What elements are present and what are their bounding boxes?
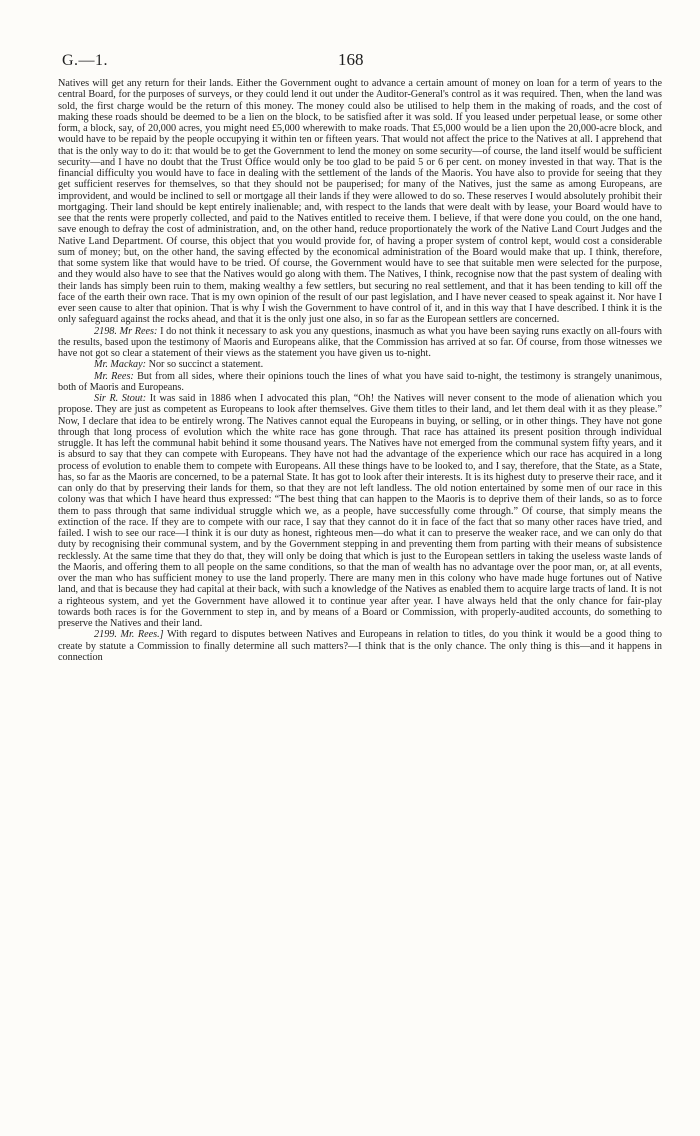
- paragraph-text: With regard to disputes between Natives and Europeans in relation to titles, do you think it would be a good thing to create by statute a Commission to finally determine all such matters?—I think that is the only chance. The only thing is this—and it happens in connection: [58, 629, 662, 663]
- paragraph-text: But from all sides, where their opinions touch the lines of what you have said to-night, the testimony is strangely unanimous, both of Maoris and Europeans.: [58, 370, 662, 393]
- page-header: [58, 52, 662, 78]
- speaker-label: Mr. Rees:: [94, 370, 134, 382]
- speaker-label: 2199. Mr. Rees.]: [94, 629, 164, 641]
- page-number: 168: [338, 50, 364, 69]
- speaker-label: Sir R. Stout:: [94, 393, 147, 404]
- paragraph: [58, 629, 662, 663]
- paragraph: [58, 78, 662, 326]
- paragraph-text: I do not think it necessary to ask you any questions, inasmuch as what you have been saying runs exactly on all-fours with the results, based upon the testimony of Maoris and Europeans alike, that the Commission has arrived at so far. Of course, from those witnesses we have not got so clear a statement of their views as the statement you have given us to-night.: [58, 325, 662, 359]
- document-reference: G.—1.: [62, 52, 109, 69]
- paragraph: [58, 393, 662, 629]
- paragraph: [58, 371, 662, 394]
- body-text: [58, 78, 662, 663]
- paragraph: [58, 326, 662, 360]
- paragraph-text: Nor so succinct a statement.: [148, 359, 264, 371]
- speaker-label: 2198. Mr Rees:: [94, 325, 158, 337]
- paragraph-text: It was said in 1886 when I advocated this plan, “Oh! the Natives will never consent to the mode of alienation which you propose. They are just as competent as Europeans to look after themselves. Give them titles to their land, and let them deal with it as they please.” Now, I declare that idea to be entirely wrong. The Natives cannot equal the Europeans in buying, or selling, or in other things. They have not gone through that long process of evolution which the white race has gone through. That race has attained its present position through individual struggle. It has left the communal habit behind it some thousand years. The Natives have not emerged from the communal system fifty years, and it is absurd to say that they can compete with Europeans. They have not had the advantage of the experience which our race has acquired in a long process of evolution to enable them to compete with Europeans. All these things have to be looked to, and I say, therefore, that the State, as a State, has, so far as the Maoris are concerned, to be a paternal State. It has got to look after their interests. It is its highest duty to preserve their race, and it can only do that by preserving their lands for them, so that they are not left landless. The old notion entertained by some men of our race in this colony was that which I have heard thus expressed: “The best thing that can happen to the Maoris is to deprive them of their lands, so as to force them to pass through that same individual struggle which we, as a people, have successfully come through.” Of course, that simply means the extinction of the race. If they are to compete with our race, I say that they cannot do it in face of the fact that so many other races have tried, and failed. I wish to see our race—I think it is our duty as honest, righteous men—do what it can to preserve the weaker race, and we can only do that duty by recognising their communal system, and by the Government stepping in and preventing them from parting with their means of subsistence recklessly. At the same time that they do that, they will only be doing that which is just to the European settlers in taking the useless waste lands of the Maoris, and offering them to all people on the same conditions, so that the man of wealth has no advantage over the poor man, or, at all events, over the man who has sufficient money to use the land properly. There are many men in this colony who have made huge fortunes out of Native land, and that is because they had capital at their back, with such a knowledge of the Natives as enabled them to acquire large tracts of land. It is not a righteous system, and yet the Government have allowed it to continue year after year. I have always held that the only chance for fair-play towards both races is for the Government to step in, and by means of a Board or Commission, with properly-audited accounts, do something to preserve the Natives and their land.: [58, 393, 662, 629]
- paragraph: [58, 359, 662, 370]
- paragraph-text: Natives will get any return for their lands. Either the Government ought to advance a certain amount of money on loan for a term of years to the central Board, for the purposes of surveys, or they could lend it out under the Auditor-General's control as it was required. Then, when the land was sold, the first charge would be the return of this money. The money could also be utilised to help them in the making of roads, and the cost of making these roads should be deemed to be a lien on the block, to be satisfied after it was sold. If you leased under perpetual lease, or some other form, a block, say, of 20,000 acres, you might need £5,000 wherewith to make roads. That £5,000 would be a lien upon the 20,000-acre block, and would have to be repaid by the people occupying it within ten or fifteen years. That would not affect the price to the Natives at all. I apprehend that that is the only way to do it: that would be to get the Government to lend the money on some security—of course, the land itself would be sufficient security—and I have no doubt that the Trust Office would only be too glad to be paid 5 or 6 per cent. on money invested in that way. That is the financial difficulty you would have to face in dealing with the settlement of the lands of the Maoris. You have also to provide for seeing that they get sufficient reserves for themselves, so that they should not be pauperised; for many of the Natives, just the same as among Europeans, are improvident, and would be inclined to sell or mortgage all their lands if they were allowed to do so. These reserves I would absolutely prohibit their mortgaging. Their land should be kept entirely inalienable; and, with respect to the lands that were dealt with by lease, your Board would have to see that the rents were properly collected, and paid to the Natives entitled to receive them. I believe, if that were done you could, on the one hand, save enough to defray the cost of administration, and, on the other hand, reduce proportionately the work of the Native Land Court Judges and the Native Land Department. Of course, this object that you would provide for, of having a proper system of control kept, would cost a considerable sum of money; but, on the other hand, the saving effected by the economical administration of the Board would make that up. I think, therefore, that some system like that would have to be tried. Of course, the Government would have to see that suitable men were selected for the purpose, and they would also have to see that the Natives would go along with them. The Natives, I think, recognise now that the past system of dealing with their lands has simply been ruin to them, making wealthy a few settlers, but securing no real settlement, and that it has been tending to kill off the face of the earth their own race. That is my own opinion of the result of our past legislation, and I have never ceased to speak against it. Nor have I ever seen cause to alter that opinion. That is why I wish the Government to have control of it, and in this way that I have described. I think it is the only safeguard against the rocks ahead, and that it is the only just one also, in so far as the European settlers are concerned.: [58, 78, 662, 326]
- speaker-label: Mr. Mackay:: [94, 359, 147, 371]
